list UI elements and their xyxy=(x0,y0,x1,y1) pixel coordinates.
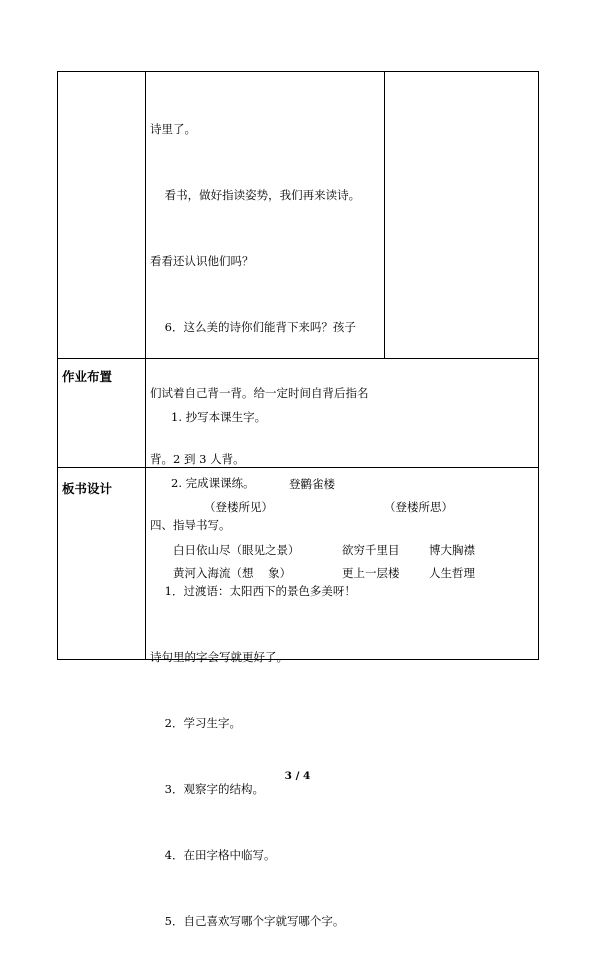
label-column-divider xyxy=(145,71,146,660)
board-line1-right: 博大胸襟 xyxy=(429,543,475,557)
process-line: 1．过渡语：太阳西下的景色多美呀！ xyxy=(150,584,356,598)
process-line: 4．在田字格中临写。 xyxy=(150,848,276,862)
homework-items xyxy=(171,362,266,516)
process-line: 2．学习生字。 xyxy=(150,716,241,730)
remarks-column-divider xyxy=(384,71,385,358)
process-line: 四、指导书写。 xyxy=(150,518,231,532)
process-line: 诗句里的字会写就更好了。 xyxy=(150,650,288,664)
process-line: 们试着自己背一背。给一定时间自背后指名 xyxy=(150,386,369,400)
board-left-heading: （登楼所见） xyxy=(204,500,273,514)
process-line: 看书，做好指读姿势，我们再来读诗。 xyxy=(150,188,361,202)
page-number: 3 / 4 xyxy=(284,770,311,782)
homework-item: 2. 完成课课练。 xyxy=(171,476,255,490)
board-right-heading: （登楼所思） xyxy=(384,500,453,514)
process-line: 背。2 到 3 人背。 xyxy=(150,452,245,466)
board-line1-left: 白日依山尽（眼见之景） xyxy=(173,543,300,557)
process-line: 3．观察字的结构。 xyxy=(150,782,264,796)
board-line2-right: 人生哲理 xyxy=(429,566,475,580)
process-line: 看看还认识他们吗？ xyxy=(150,254,254,268)
homework-label: 作业布置 xyxy=(62,369,113,384)
board-line1-mid: 欲穷千里目 xyxy=(342,543,400,557)
board-title: 登鹳雀楼 xyxy=(289,477,335,491)
process-line: 诗里了。 xyxy=(150,122,196,136)
homework-item: 1. 抄写本课生字。 xyxy=(171,410,267,424)
board-design-label: 板书设计 xyxy=(62,481,113,496)
process-line: 6．这么美的诗你们能背下来吗？孩子 xyxy=(150,320,356,334)
board-line2-left: 黄河入海流（想 象） xyxy=(173,566,292,580)
process-line: 5．自己喜欢写哪个字就写哪个字。 xyxy=(150,914,345,928)
board-line2-mid: 更上一层楼 xyxy=(342,566,400,580)
